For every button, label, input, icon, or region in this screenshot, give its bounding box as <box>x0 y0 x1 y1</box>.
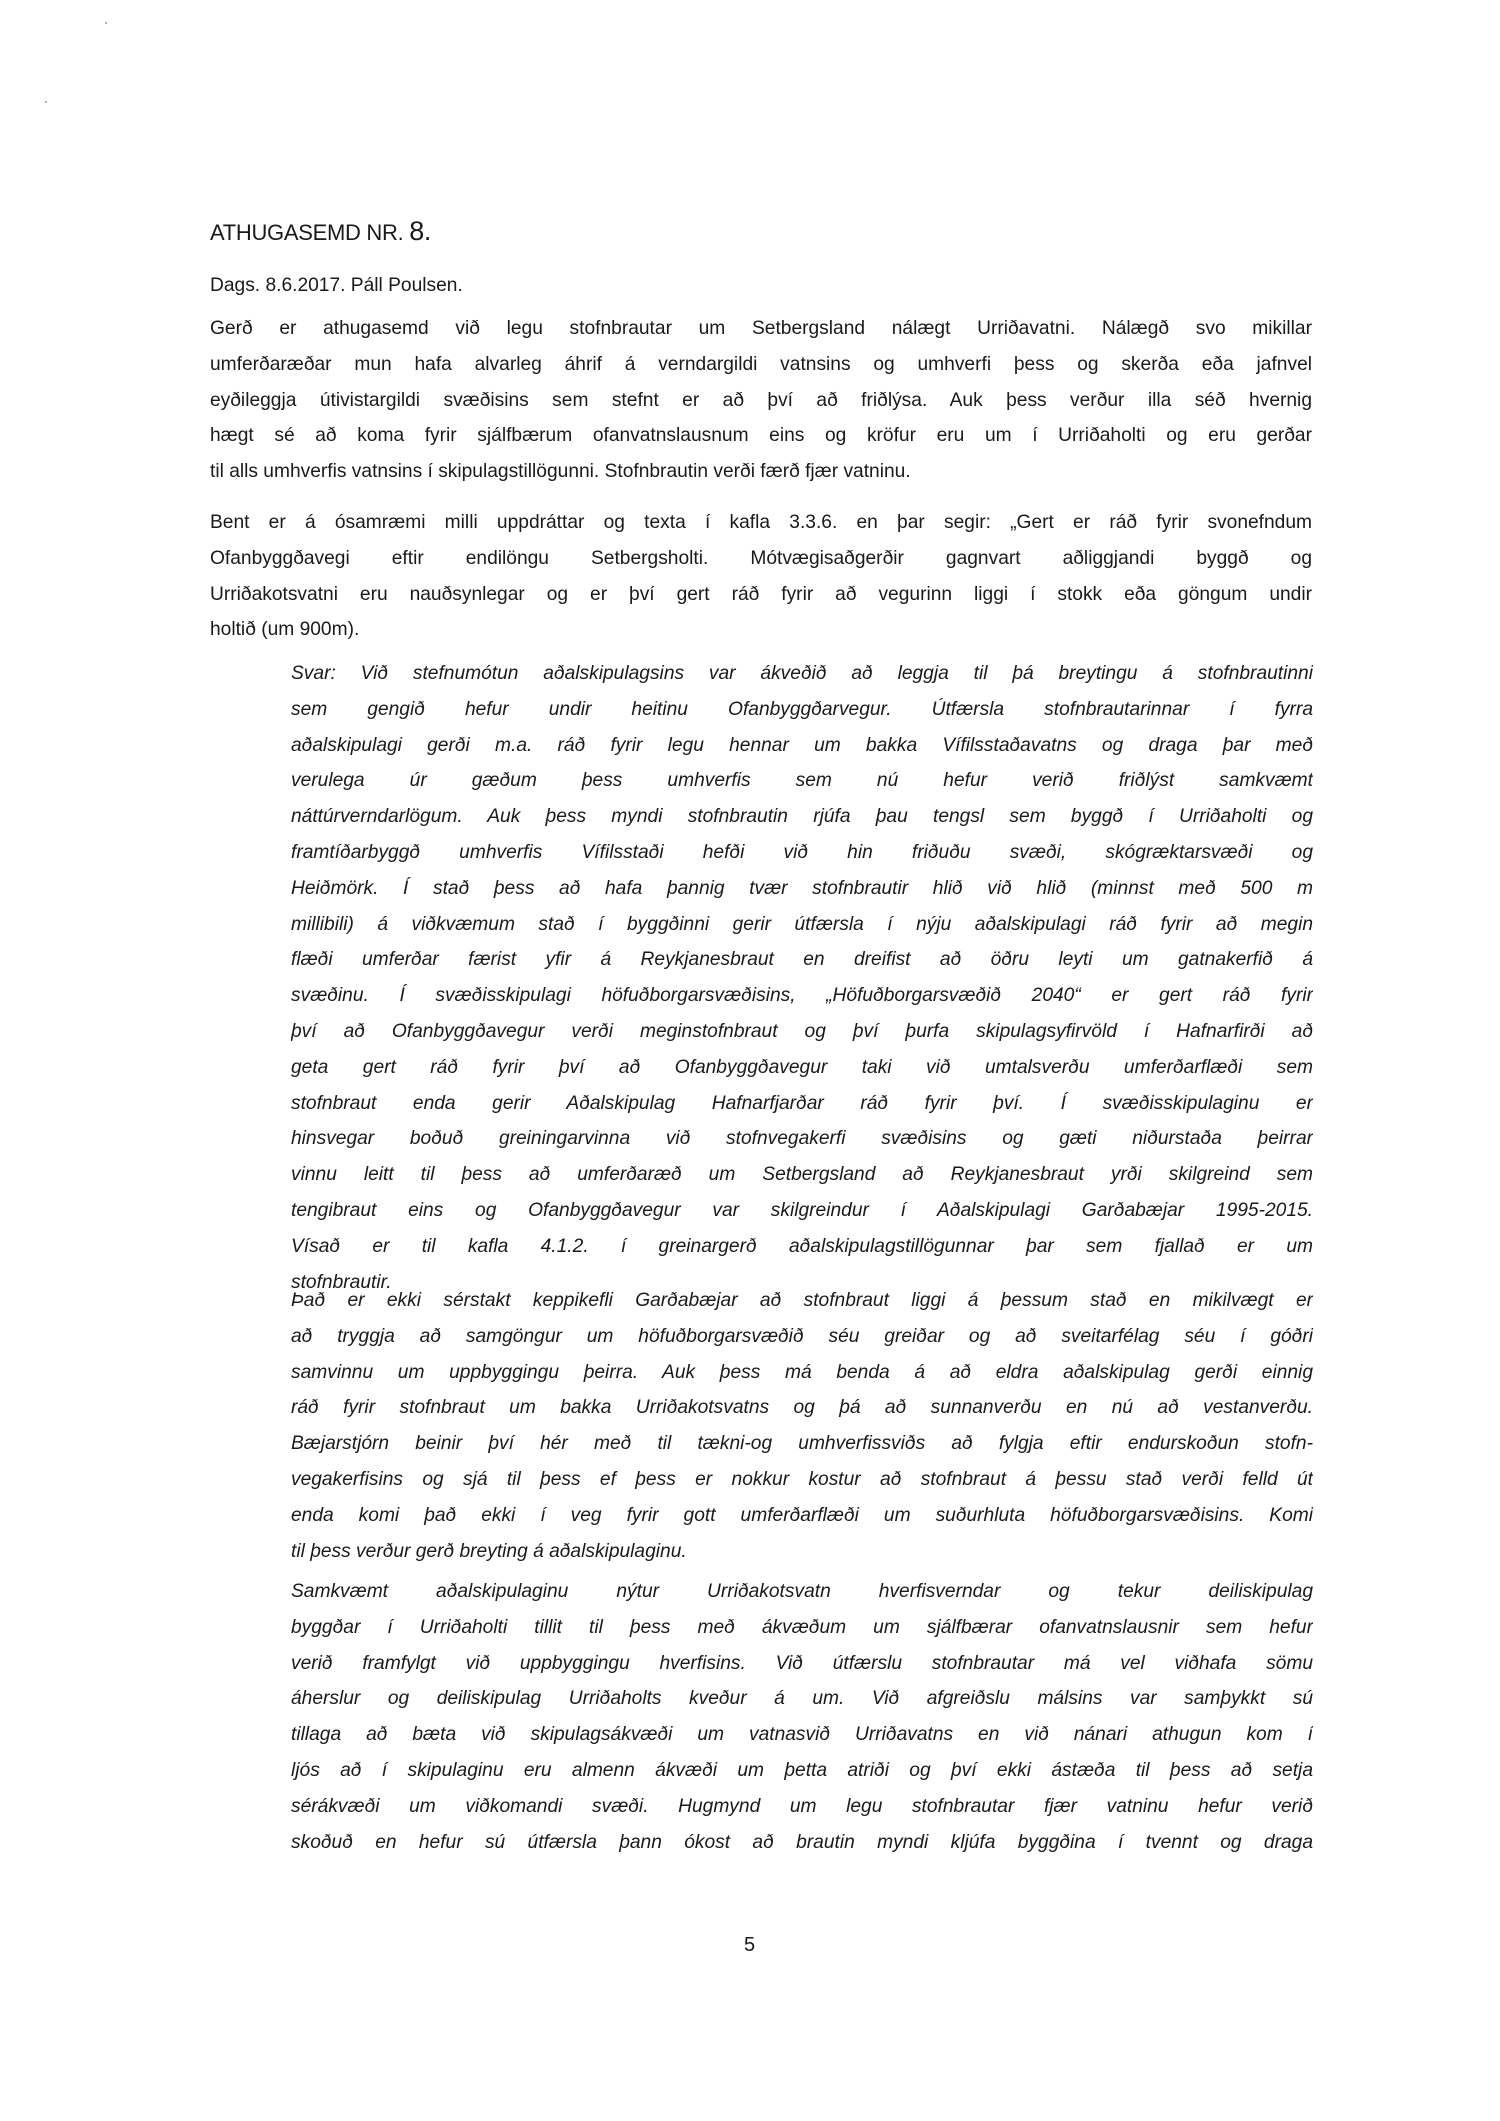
scan-speck <box>105 22 107 24</box>
text-line: hægt sé að koma fyrir sjálfbærum ofanvatnslausnum eins og kröfur eru um í Urriðaholti og eru gerðar <box>210 425 1312 447</box>
comment-paragraph <box>210 505 1312 648</box>
text-line: ráð fyrir stofnbraut um bakka Urriðakotsvatns og þá að sunnanverðu en nú að vestanverðu. <box>291 1397 1313 1419</box>
text-line: verulega úr gæðum þess umhverfis sem nú hefur verið friðlýst samkvæmt <box>291 770 1313 792</box>
text-line: því að Ofanbyggðavegur verði meginstofnbraut og því þurfa skipulagsyfirvöld í Hafnarfirði að <box>291 1020 1313 1042</box>
text-line: umferðaræðar mun hafa alvarleg áhrif á verndargildi vatnsins og umhverfi þess og skerða eða jafnvel <box>210 353 1312 375</box>
text-line: Gerð er athugasemd við legu stofnbrautar um Setbergsland nálægt Urriðavatni. Nálægð svo mikillar <box>210 318 1312 339</box>
text-line: til alls umhverfis vatnsins í skipulagstillögunni. Stofnbrautin verði færð fjær vatninu. <box>210 461 911 483</box>
reply-paragraph <box>291 1574 1313 1860</box>
text-line: Urriðakotsvatni eru nauðsynlegar og er því gert ráð fyrir að vegurinn liggi í stokk eða göngum undir <box>210 583 1312 605</box>
text-line: Ofanbyggðavegi eftir endilöngu Setbergsholti. Mótvægisaðgerðir gagnvart aðliggjandi byggð og <box>210 547 1312 569</box>
text-line: aðalskipulagi gerði m.a. ráð fyrir legu hennar um bakka Vífilsstaðavatns og draga þar með <box>291 734 1313 756</box>
text-line: sem gengið hefur undir heitinu Ofanbyggðarvegur. Útfærsla stofnbrautarinnar í fyrra <box>291 698 1313 720</box>
comment-paragraph <box>210 311 1312 490</box>
text-line: stofnbraut enda gerir Aðalskipulag Hafnarfjarðar ráð fyrir því. Í svæðisskipulaginu er <box>291 1092 1313 1114</box>
scan-speck <box>45 101 47 103</box>
text-line: hinsvegar boðuð greiningarvinna við stofnvegakerfi svæðisins og gæti niðurstaða þeirrar <box>291 1128 1313 1150</box>
text-line: að tryggja að samgöngur um höfuðborgarsvæðið séu greiðar og að sveitarfélag séu í góðri <box>291 1325 1313 1347</box>
text-line: svæðinu. Í svæðisskipulagi höfuðborgarsvæðisins, „Höfuðborgarsvæðið 2040“ er gert ráð fyrir <box>291 985 1313 1007</box>
text-line: stofnbrautir. <box>291 1271 392 1293</box>
text-line: Heiðmörk. Í stað þess að hafa þannig tvær stofnbrautir hlið við hlið (minnst með 500 m <box>291 877 1313 899</box>
text-line: sérákvæði um viðkomandi svæði. Hugmynd um legu stofnbrautar fjær vatninu hefur verið <box>291 1795 1313 1817</box>
text-line: áherslur og deiliskipulag Urriðaholts kveður á um. Við afgreiðslu málsins var samþykkt sú <box>291 1688 1313 1710</box>
page-number: 5 <box>744 1934 756 1956</box>
text-line: verið framfylgt við uppbyggingu hverfisins. Við útfærslu stofnbrautar má vel viðhafa sömu <box>291 1652 1313 1674</box>
text-line: samvinnu um uppbyggingu þeirra. Auk þess má benda á að eldra aðalskipulag gerði einnig <box>291 1361 1313 1383</box>
text-line: tillaga að bæta við skipulagsákvæði um vatnasvið Urriðavatns en við nánari athugun kom í <box>291 1724 1313 1746</box>
text-line: Bent er á ósamræmi milli uppdráttar og texta í kafla 3.3.6. en þar segir: „Gert er ráð fyrir svonefndum <box>210 512 1312 533</box>
text-line: til þess verður gerð breyting á aðalskipulaginu. <box>291 1540 687 1562</box>
heading-prefix: ATHUGASEMD NR. <box>210 220 404 245</box>
text-line: skoðuð en hefur sú útfærsla þann ókost að brautin myndi kljúfa byggðina í tvennt og draga <box>291 1831 1313 1853</box>
reply-paragraph <box>291 656 1313 1300</box>
text-line: byggðar í Urriðaholti tillit til þess með ákvæðum um sjálfbærar ofanvatnslausnir sem hefur <box>291 1616 1313 1638</box>
text-line: framtíðarbyggð umhverfis Vífilsstaði hefði við hin friðuðu svæði, skógræktarsvæði og <box>291 841 1313 863</box>
text-line: Bæjarstjórn beinir því hér með til tækni-og umhverfissviðs að fylgja eftir endurskoðun stofn- <box>291 1433 1313 1455</box>
heading-number: 8. <box>409 216 432 246</box>
text-line: eyðileggja útivistargildi svæðisins sem stefnt er að því að friðlýsa. Auk þess verður illa séð hvernig <box>210 389 1312 411</box>
text-line: Samkvæmt aðalskipulaginu nýtur Urriðakotsvatn hverfisverndar og tekur deiliskipulag <box>291 1581 1313 1602</box>
reply-paragraph <box>291 1283 1313 1569</box>
text-line: millibili) á viðkvæmum stað í byggðinni gerir útfærsla í nýju aðalskipulagi ráð fyrir að megin <box>291 913 1313 935</box>
text-line: holtið (um 900m). <box>210 619 360 641</box>
text-line: Svar: Við stefnumótun aðalskipulagsins var ákveðið að leggja til þá breytingu á stofnbrautinni <box>291 663 1313 684</box>
text-line: geta gert ráð fyrir því að Ofanbyggðavegur taki við umtalsverðu umferðarflæði sem <box>291 1056 1313 1078</box>
date-line: Dags. 8.6.2017. Páll Poulsen. <box>210 275 463 296</box>
text-line: ljós að í skipulaginu eru almenn ákvæði um þetta atriði og því ekki ástæða til þess að setja <box>291 1759 1313 1781</box>
text-line: Vísað er til kafla 4.1.2. í greinargerð aðalskipulagstillögunnar þar sem fjallað er um <box>291 1235 1313 1257</box>
date-author-line <box>210 268 1312 304</box>
comment-heading <box>210 216 431 247</box>
text-line: vinnu leitt til þess að umferðaræð um Setbergsland að Reykjanesbraut yrði skilgreind sem <box>291 1164 1313 1186</box>
text-line: flæði umferðar færist yfir á Reykjanesbraut en dreifist að öðru leyti um gatnakerfið á <box>291 949 1313 971</box>
text-line: vegakerfisins og sjá til þess ef þess er nokkur kostur að stofnbraut á þessu stað verði felld út <box>291 1468 1313 1490</box>
text-line: tengibraut eins og Ofanbyggðavegur var skilgreindur í Aðalskipulagi Garðabæjar 1995-2015. <box>291 1199 1313 1221</box>
text-line: náttúrverndarlögum. Auk þess myndi stofnbrautin rjúfa þau tengsl sem byggð í Urriðaholti og <box>291 806 1313 828</box>
text-line: Það er ekki sérstakt keppikefli Garðabæjar að stofnbraut liggi á þessum stað en mikilvægt er <box>291 1290 1313 1311</box>
text-line: enda komi það ekki í veg fyrir gott umferðarflæði um suðurhluta höfuðborgarsvæðisins. Komi <box>291 1504 1313 1526</box>
